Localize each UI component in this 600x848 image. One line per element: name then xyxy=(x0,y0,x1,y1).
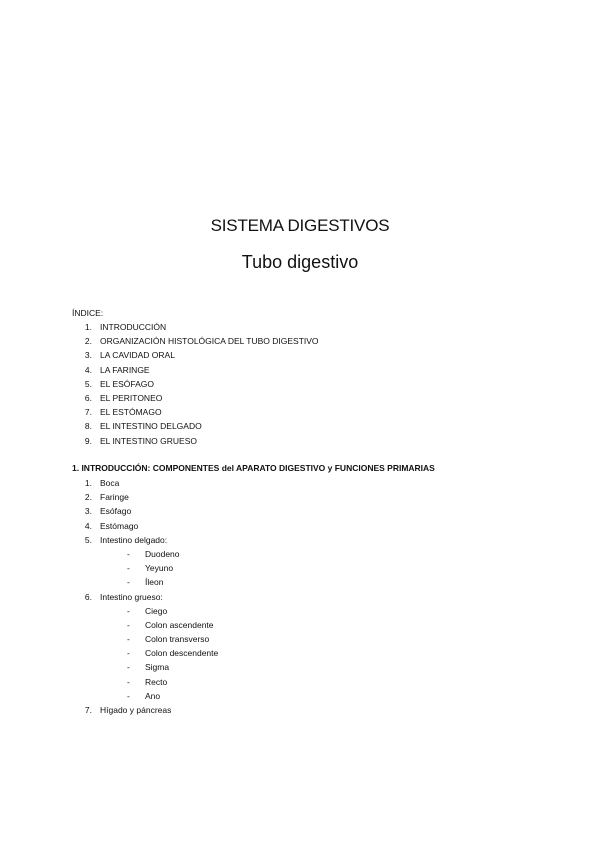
index-item: 2. ORGANIZACIÓN HISTOLÓGICA DEL TUBO DIGESTIVO xyxy=(84,336,319,347)
index-heading: ÍNDICE: xyxy=(72,308,104,318)
index-item: 9. EL INTESTINO GRUESO xyxy=(84,435,197,446)
sub-item: - Colon ascendente xyxy=(127,619,214,630)
index-item: 6. EL PERITONEO xyxy=(84,392,163,403)
index-item: 7. EL ESTÓMAGO xyxy=(84,407,162,418)
delgado-sublist xyxy=(72,547,532,590)
sub-item: - Íleon xyxy=(127,577,164,588)
component-item: 2. Faringe xyxy=(84,492,129,503)
sub-item: - Recto xyxy=(127,676,168,687)
index-item: 3. LA CAVIDAD ORAL xyxy=(84,350,175,361)
component-item: 4. Estómago xyxy=(84,520,139,531)
grueso-sublist xyxy=(72,604,532,703)
component-item: 7. Hígado y páncreas xyxy=(84,705,172,715)
component-item: 3. Esófago xyxy=(84,506,132,517)
component-item: 6. Intestino grueso: xyxy=(84,591,163,602)
document-title: SISTEMA DIGESTIVOS xyxy=(210,216,390,235)
sub-item: - Colon transverso xyxy=(127,634,210,645)
sub-item: - Colon descendente xyxy=(127,648,219,659)
document-subtitle: Tubo digestivo xyxy=(241,252,359,272)
component-item: 1. Boca xyxy=(84,478,120,488)
intro-heading: 1. INTRODUCCIÓN: COMPONENTES del APARATO DIGESTIVO y FUNCIONES PRIMARIAS xyxy=(72,463,435,473)
sub-item: - Ano xyxy=(127,690,161,701)
index-item: 4. LA FARINGE xyxy=(84,364,150,375)
sub-item: - Yeyuno xyxy=(127,563,174,574)
index-item: 5. EL ESÓFAGO xyxy=(84,378,155,389)
sub-item: - Duodeno xyxy=(127,548,180,559)
index-item: 8. EL INTESTINO DELGADO xyxy=(84,421,202,432)
component-item: 5. Intestino delgado: xyxy=(84,534,168,545)
sub-item: - Sigma xyxy=(127,662,170,673)
sub-item: - Ciego xyxy=(127,605,168,616)
components-list xyxy=(72,476,532,717)
index-list xyxy=(72,320,532,448)
index-item: 1. INTRODUCCIÓN xyxy=(84,322,167,332)
